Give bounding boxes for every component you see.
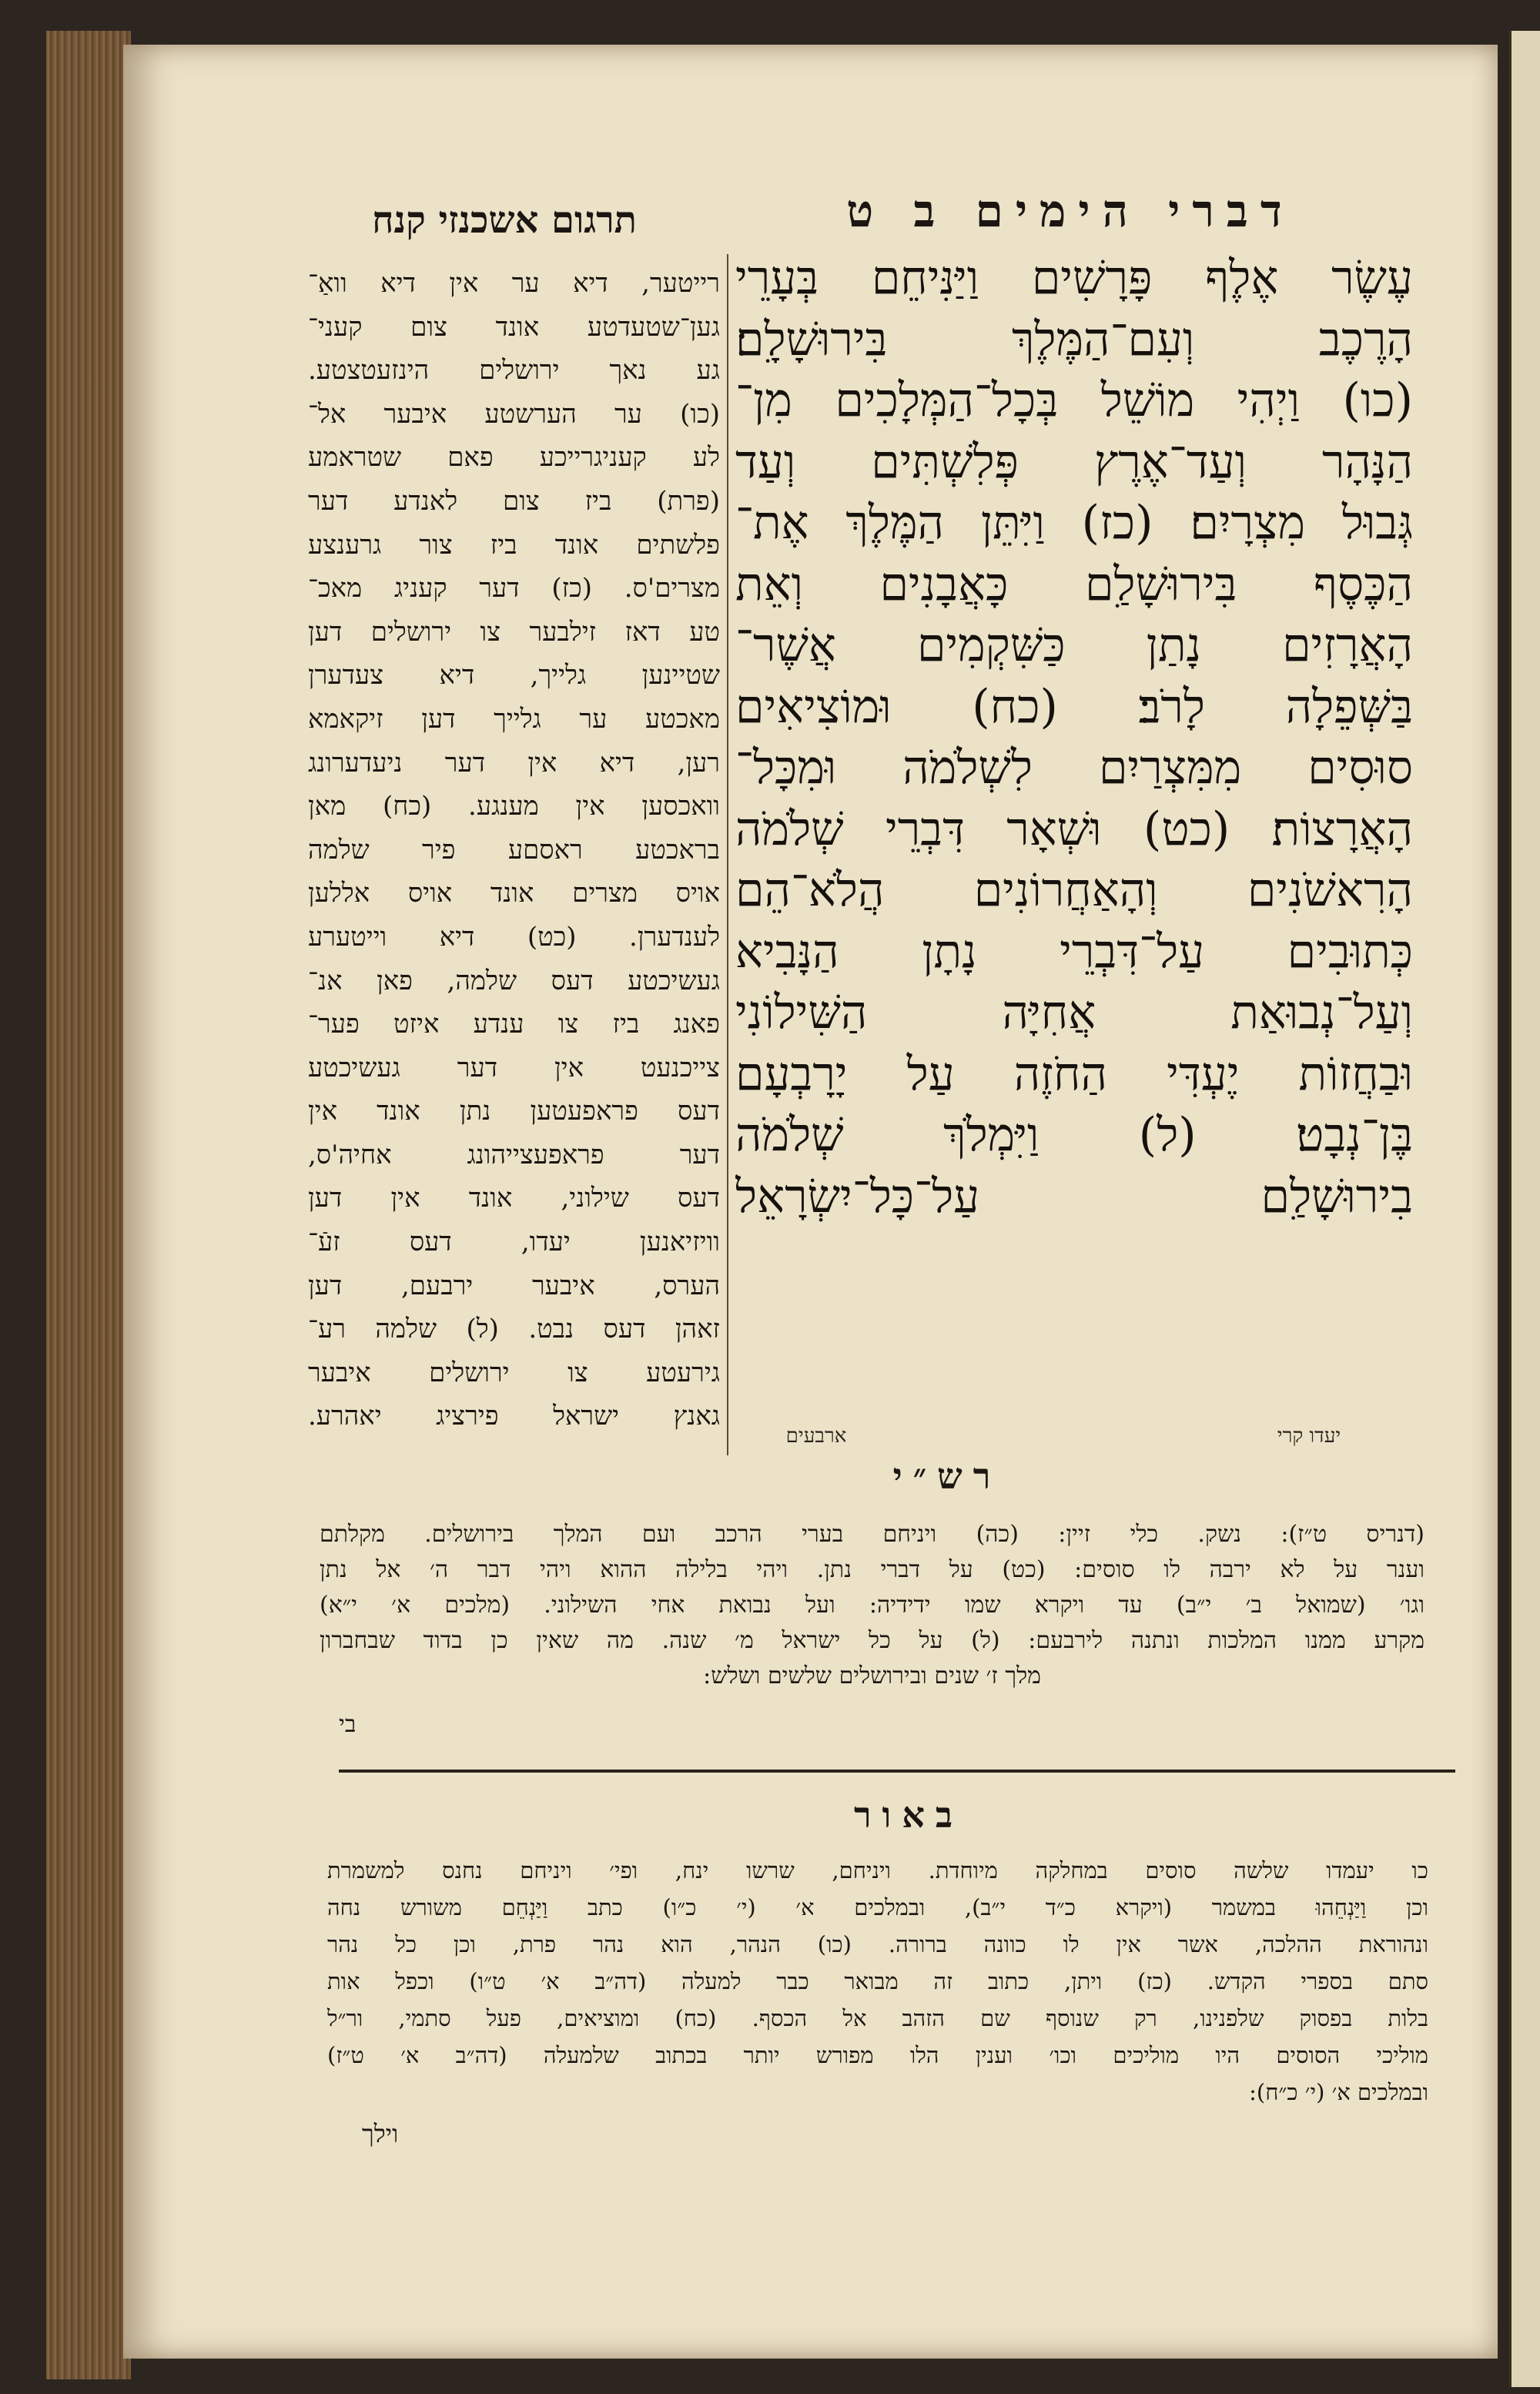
translation-line: זאהן דעס נבט. (ל) שלמה רע־ [308, 1314, 720, 1345]
biblical-line: הַכֶּסֶף בִּירוּשָׁלִַם כָּאֲבָנִים וְאֵת [735, 557, 1413, 611]
yiddish-translation-column [308, 262, 720, 1438]
book-page-edges [46, 31, 131, 2379]
translation-line: דעס שילוני, אונד אין דען [308, 1183, 720, 1214]
translation-line: רייטער, דיא ער אין דיא וואַ־ [308, 268, 720, 299]
column-divider [727, 254, 728, 1455]
translation-line: צייכנעט אין דער געשיכטע [308, 1052, 720, 1083]
translation-line: (פרת) ביז צום לאנדע דער [308, 485, 720, 517]
commentary-line: מוליכי הסוסים היו מוליכים וכו׳ וענין הלו מפורש יותר בכתוב שלמעלה (דה״ב א׳ ט״ז) [327, 2042, 1428, 2068]
commentary-line: (דנריס ט״ז): נשק. כלי זיין: (כה) ויניחם בערי הרכב ועם המלך בירושלים. מקלתם [320, 1521, 1424, 1548]
translation-line: לע קעניגרייכע פאם שטראמע [308, 442, 720, 474]
biblical-line: הָאֲרָצוֹת׃ (כט) וּשְׁאָר דִּבְרֵי שְׁלֹמֹה [735, 802, 1413, 856]
biblical-text-column [735, 248, 1413, 1227]
translation-line: גע נאך ירושלים הינזעטצטע. [308, 355, 720, 387]
commentary-line: כו יעמדו שלשה סוסים במחלקה מיוחדת. ויניחם, שרשו ינח, ופי׳ ויניחם נחנס למשמרת [327, 1857, 1428, 1883]
translation-line: הערס, איבער ירבעם, דען [308, 1270, 720, 1301]
biblical-line: הָרֶכֶב וְעִם־הַמֶּלֶךְ בִּירוּשָׁלִָם׃ [735, 312, 1413, 367]
translation-line: מצרים'ס. (כז) דער קעניג מאכ־ [308, 573, 720, 604]
biblical-line: (כו) וַיְהִי מוֹשֵׁל בְּכָל־הַמְּלָכִים מִן־ [735, 373, 1413, 427]
translation-line: בראכטע ראסםע פיר שלמה [308, 834, 720, 866]
translation-line: וואכסען אין מענגע. (כח) מאן [308, 791, 720, 822]
biur-heading: באור [853, 1794, 964, 1836]
translation-line: (כו) ער הערשטע איבער אל־ [308, 398, 720, 430]
translation-line: וויזיאנען יעדו, דעס זעֿ־ [308, 1227, 720, 1258]
facing-page-edge [1509, 31, 1540, 2387]
translation-line: טע דאז זילבער צו ירושלים דען [308, 616, 720, 648]
translation-line: דעס פראפעטען נתן אונד אין [308, 1096, 720, 1127]
section-divider [339, 1770, 1455, 1773]
biblical-line: בֶּן־נְבָט׃ (ל) וַיִּמְלֹךְ שְׁלֹמֹה [735, 1108, 1413, 1162]
commentary-line: ובמלכים א׳ (י׳ כ״ח): [1249, 2079, 1428, 2105]
biblical-line: הָאֲרָזִים נָתַן כַּשִּׁקְמִים אֲשֶׁר־ [735, 618, 1413, 672]
translation-line: דער פראפעצייהונג אחיה'ס, [308, 1139, 720, 1170]
commentary-line: ונהוראת ההלכה, אשר אין לו כוונה ברורה. (כו) הנהר, הוא נהר פרת, וכן כל נהר [327, 1931, 1428, 1957]
translation-line: פלשתים אונד ביז צור גרענצע [308, 529, 720, 561]
translation-line: רען, דיא אין דער ניעדערונג [308, 747, 720, 778]
biblical-line: וְעַל־נְבוּאַת אֲחִיָּה הַשִּׁילוֹנִי [735, 986, 1413, 1040]
biblical-line: כְּתוּבִים עַל־דִּבְרֵי נָתָן הַנָּבִיא [735, 924, 1413, 979]
commentary-line: וענר על לא ירבה לו סוסים: (כט) על דברי נתן. ויהי בלילה ההוא ויהי דבר ה׳ אל נתן [320, 1556, 1424, 1583]
commentary-line: סתם בספרי הקדש. (כז) ויתן, כתוב זה מבואר כבר למעלה (דה״ב א׳ ט״ו) וכפל אות [327, 1968, 1428, 1994]
biblical-line: וּבַחֲזוֹת יֶעְדִּי הַחֹזֶה עַל יָרָבְעָם [735, 1046, 1413, 1101]
translation-line: גען־שטעדטע אונד צום קעני־ [308, 311, 720, 343]
commentary-line: מלך ז׳ שנים ובירושלים שלשים ושלש: [703, 1662, 1041, 1689]
commentary-line: מקרע ממנו המלכות ונתנה לירבעם: (ל) על כל ישראל מ׳ שנה. מה שאין כן בדוד שבחברון [320, 1627, 1424, 1654]
translation-line: געשיכטע דעס שלמה, פאן אנ־ [308, 965, 720, 996]
rashi-commentary [320, 1517, 1424, 1694]
rashi-heading: רש״י [892, 1455, 1002, 1497]
kri-note: יעדו קרי [1277, 1425, 1341, 1448]
translation-line: גירעטע צו ירושלים איבער [308, 1357, 720, 1388]
kri-note: ארבעים [785, 1425, 847, 1448]
biblical-line: גְּבוּל מִצְרָיִם׃ (כז) וַיִּתֵּן הַמֶּלֶךְ אֶת־ [735, 496, 1413, 550]
biblical-line: הָרִאשֹׁנִים וְהָאַחֲרוֹנִים הֲלֹא־הֵם [735, 863, 1413, 917]
running-header-book-title: דברי הימים ב ט [846, 185, 1294, 237]
biblical-line: בַּשְּׁפֵלָה לָרֹב׃ (כח) וּמוֹצִיאִים [735, 679, 1413, 734]
catchword: בי [339, 1711, 357, 1738]
biblical-line: בִירוּשָׁלִַם עַל־כָּל־יִשְׂרָאֵל [735, 1169, 1413, 1224]
catchword: וילך [362, 2119, 399, 2148]
commentary-line: בלות בפסוק שלפנינו, רק שנוסף שם הזהב אל הכסף. (כח) ומוציאים, פעל סתמי, ור״ל [327, 2005, 1428, 2031]
translation-line: פאנג ביז צו ענדע איזט פער־ [308, 1009, 720, 1040]
commentary-line: וגו׳ (שמואל ב׳ י״ב) עד ויקרא שמו ידידיה: ועל נבואת אחי השילוני. (מלכים א׳ י״א) [320, 1592, 1424, 1619]
biblical-line: סוּסִים מִמִּצְרַיִם לִשְׁלֹמֹה וּמִכָּל־ [735, 741, 1413, 795]
biblical-line: הַנָּהָר וְעַד־אֶרֶץ פְּלִשְׁתִּים וְעַד [735, 434, 1413, 489]
biur-commentary [327, 1852, 1428, 2111]
translation-line: אויס מצרים אונד אויס אללען [308, 878, 720, 909]
translation-line: מאכטע ער גלייך דען זיקאמא [308, 703, 720, 735]
running-header-translation-title: תרגום אשכנזי קנח [372, 199, 637, 242]
translation-line: שטיינען גלייך, דיא צעדערן [308, 660, 720, 691]
translation-line: גאנץ ישראל פירציג יאהרע. [308, 1401, 720, 1432]
commentary-line: וכן וַיַּנְחֵהוּ במשמר (ויקרא כ״ד י״ב), ובמלכים א׳ (י׳ כ״ו) כתב וַיַּנְחֵם משורש נחה [327, 1894, 1428, 1920]
translation-line: לענדערן. (כט) דיא וייטערע [308, 921, 720, 953]
biblical-line: עֶשֶׂר אֶלֶף פָּרָשִׁים וַיַּנִּיחֵם בְּעָרֵי [735, 251, 1413, 305]
